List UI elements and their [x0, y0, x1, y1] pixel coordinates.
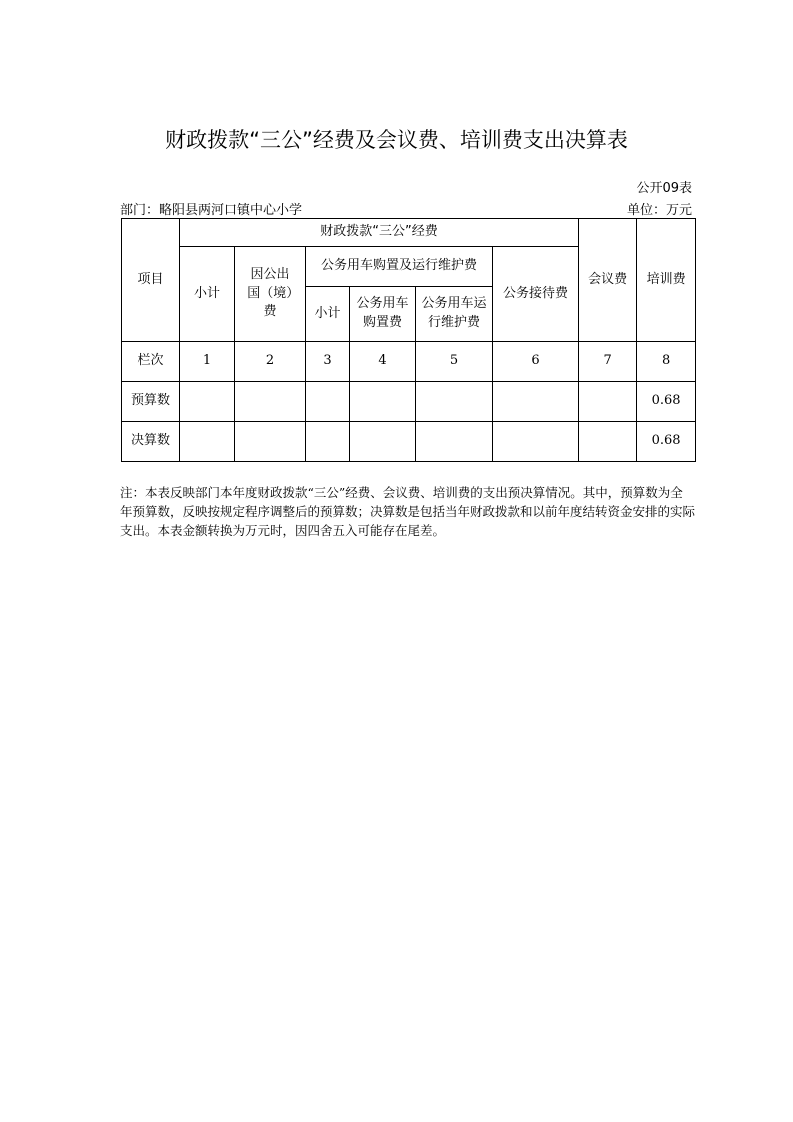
budget-cell: [493, 382, 579, 422]
column-number: 1: [180, 342, 235, 382]
row-label-budget: 预算数: [122, 382, 180, 422]
budget-cell-training: 0.68: [637, 382, 696, 422]
header-reception: 公务接待费: [493, 247, 579, 342]
header-vehicle-purchase: 公务用车购置费: [350, 287, 416, 342]
column-number: 6: [493, 342, 579, 382]
column-number: 4: [350, 342, 416, 382]
header-meeting: 会议费: [579, 219, 637, 342]
budget-cell: [306, 382, 350, 422]
header-three-public: 财政拨款“三公”经费: [180, 219, 579, 247]
budget-cell: [579, 382, 637, 422]
actual-cell: [579, 422, 637, 462]
column-number: 7: [579, 342, 637, 382]
budget-cell: [180, 382, 235, 422]
header-vehicle: 公务用车购置及运行维护费: [306, 247, 493, 287]
header-vehicle-operation: 公务用车运行维护费: [416, 287, 493, 342]
actual-cell: [416, 422, 493, 462]
page-title: 财政拨款“三公”经费及会议费、培训费支出决算表: [165, 128, 628, 152]
actual-cell: [180, 422, 235, 462]
column-number: 8: [637, 342, 696, 382]
form-code: 公开09表: [636, 181, 692, 196]
header-abroad: 因公出国（境）费: [235, 247, 306, 342]
budget-cell: [416, 382, 493, 422]
row-label-actual: 决算数: [122, 422, 180, 462]
table-row-actual: [122, 422, 696, 462]
column-number: 5: [416, 342, 493, 382]
actual-cell: [350, 422, 416, 462]
header-vehicle-subtotal: 小计: [306, 287, 350, 342]
column-number: 2: [235, 342, 306, 382]
actual-cell-training: 0.68: [637, 422, 696, 462]
expense-table: [121, 218, 696, 462]
actual-cell: [306, 422, 350, 462]
actual-cell: [235, 422, 306, 462]
unit-label: 单位：万元: [626, 203, 692, 218]
actual-cell: [493, 422, 579, 462]
row-label-column-number: 栏次: [122, 342, 180, 382]
column-number: 3: [306, 342, 350, 382]
department-label: 部门：略阳县两河口镇中心小学: [120, 203, 303, 218]
budget-cell: [350, 382, 416, 422]
header-item: 项目: [122, 219, 180, 342]
budget-cell: [235, 382, 306, 422]
header-subtotal: 小计: [180, 247, 235, 342]
footnote: 注：本表反映部门本年度财政拨款“三公”经费、会议费、培训费的支出预决算情况。其中，预算数为全年预算数，反映按规定程序调整后的预算数；决算数是包括当年财政拨款和以前年度结转资金安排的实际支出。本表金额转换为万元时，因四舍五入可能存在尾差。: [120, 485, 696, 538]
header-training: 培训费: [637, 219, 696, 342]
table-row-budget: [122, 382, 696, 422]
